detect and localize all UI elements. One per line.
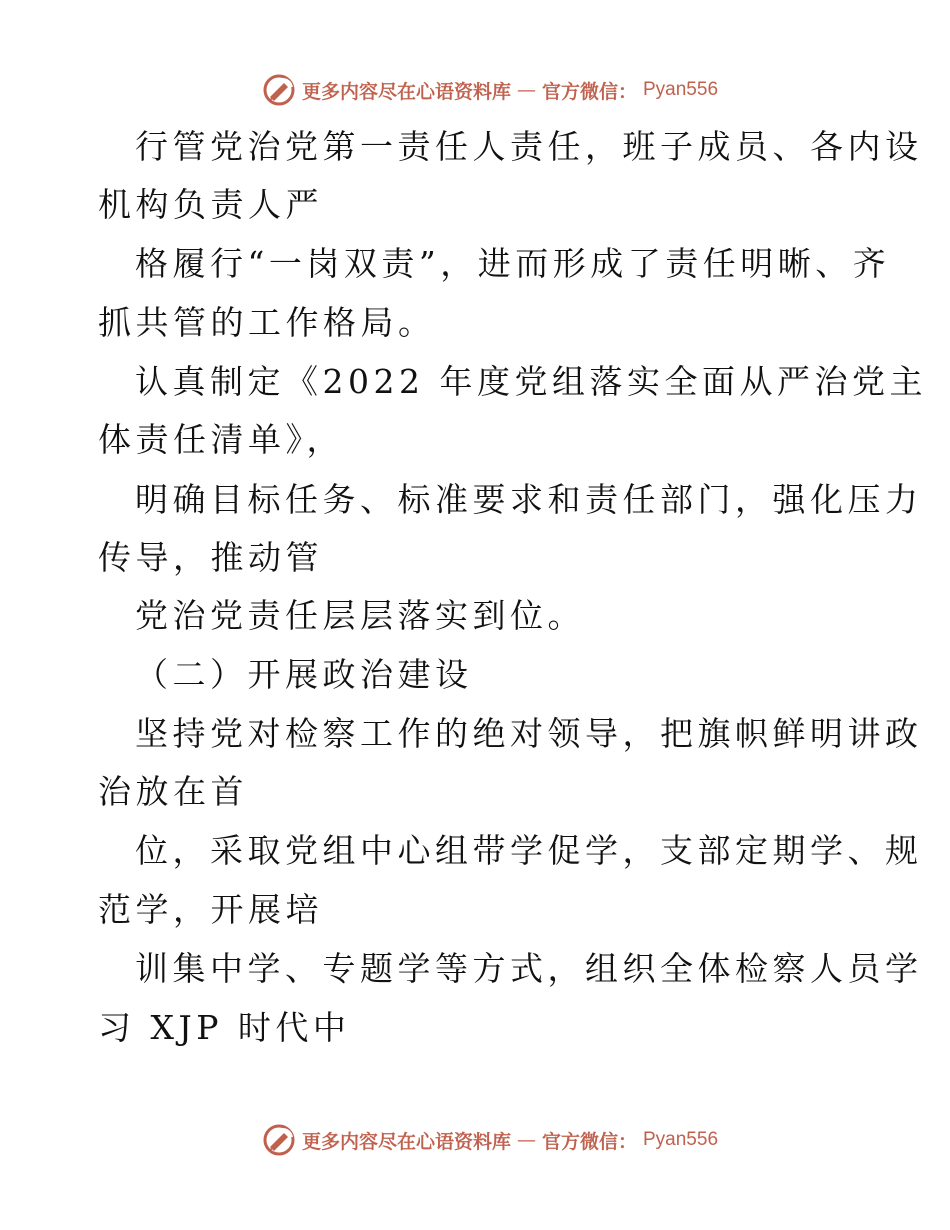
pen-logo-icon (262, 1123, 296, 1157)
text-line-7: 明确目标任务、标准要求和责任部门，强化压力 (135, 480, 923, 519)
watermark-text: 更多内容尽在心语资料库 (301, 80, 511, 103)
text-line-8: 传导，推动管 (98, 538, 323, 577)
text-line-9: 党治党责任层层落实到位。 (135, 596, 585, 635)
text-line-15: 训集中学、专题学等方式，组织全体检察人员学 (135, 949, 923, 988)
text-line-5: 认真制定《2022 年度党组落实全面从严治党主 (135, 362, 927, 401)
watermark-separator: — (516, 79, 536, 101)
watermark-label: 官方微信： (541, 1130, 637, 1153)
watermark-text: 更多内容尽在心语资料库 (301, 1130, 511, 1153)
text-line-1: 行管党治党第一责任人责任，班子成员、各内设 (135, 127, 923, 166)
watermark-id: Pyan556 (643, 79, 719, 100)
section-heading: （二）开展政治建设 (135, 655, 473, 694)
watermark-id: Pyan556 (643, 1129, 719, 1150)
header-watermark (0, 70, 950, 110)
pen-logo-icon (262, 73, 296, 107)
text-line-6: 体责任清单》， (98, 420, 344, 459)
text-line-2: 机构负责人严 (98, 185, 323, 224)
watermark-label: 官方微信： (541, 80, 637, 103)
text-line-3: 格履行“一岗双责”，进而形成了责任明晰、齐 (135, 244, 891, 283)
text-line-4: 抓共管的工作格局。 (98, 303, 436, 342)
watermark-separator: — (516, 1129, 536, 1151)
text-line-12: 治放在首 (98, 772, 248, 811)
text-line-11: 坚持党对检察工作的绝对领导，把旗帜鲜明讲政 (135, 714, 923, 753)
text-line-13: 位，采取党组中心组带学促学，支部定期学、规 (135, 831, 923, 870)
watermark-inner (262, 73, 718, 107)
text-line-14: 范学，开展培 (98, 890, 323, 929)
text-line-16: 习 XJP 时代中 (98, 1008, 351, 1047)
footer-watermark (0, 1120, 950, 1160)
watermark-inner (262, 1123, 718, 1157)
